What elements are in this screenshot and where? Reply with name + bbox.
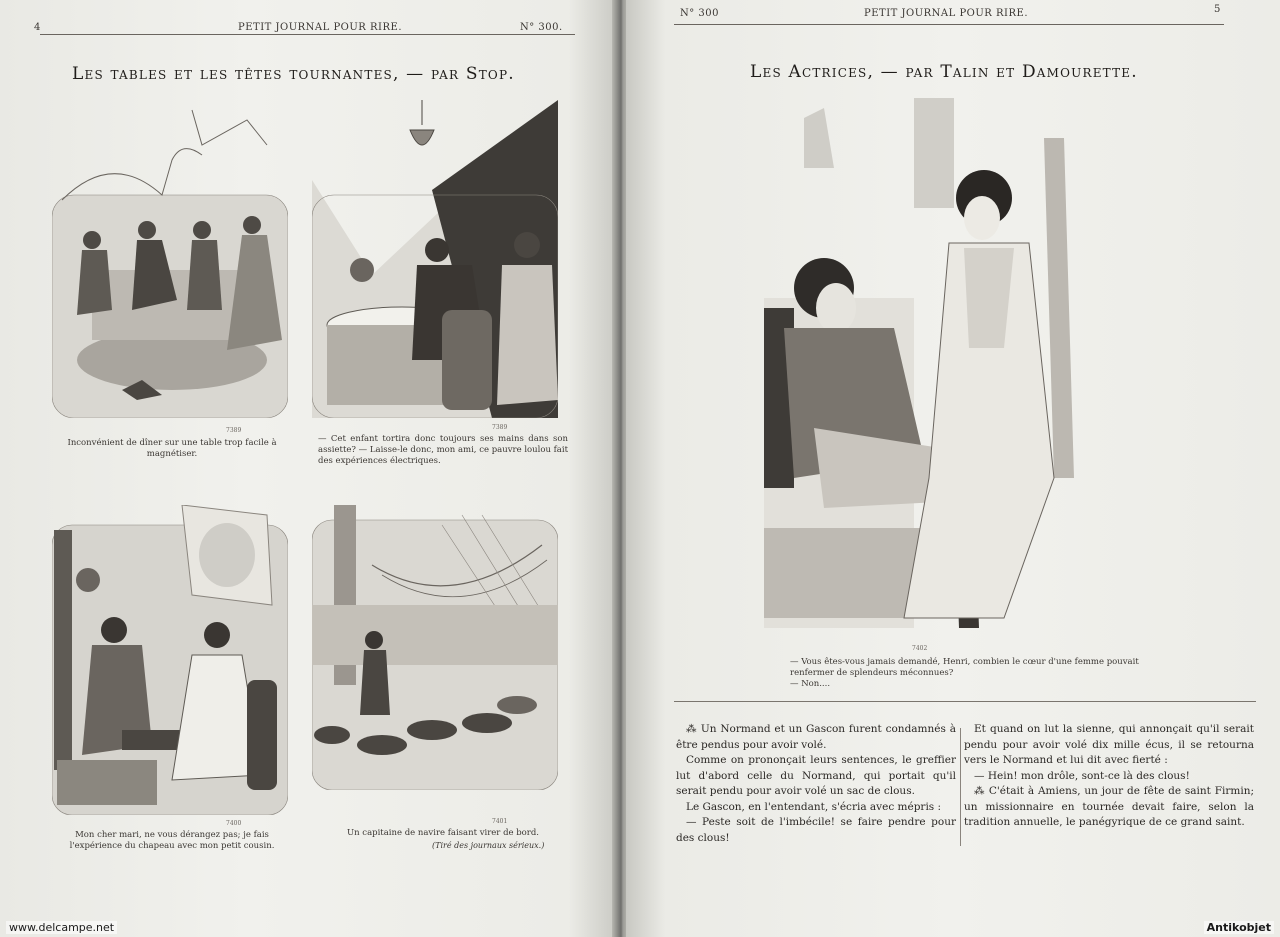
col2-paragraph-3: ⁂ C'était à Amiens, un jour de fête de saint Firmin; un missionnaire en tournée devait faire, selon la tradition annuelle, le panégyrique de ce grand saint. [964,785,1254,828]
caption-panel-4-credit: (Tiré des journaux sérieux.) [432,841,545,850]
right-running-head: PETIT JOURNAL POUR RIRE. [864,8,1029,19]
illustration-dinner-table [52,100,288,418]
col1-paragraph-3: Le Gascon, en l'entendant, s'écria avec mépris : [686,800,942,813]
left-page [0,0,618,937]
fig-number-4: 7401 [492,818,508,825]
illustration-husband-wife [52,505,288,815]
fig-number-1: 7389 [226,427,242,434]
watermark-delcampe: www.delcampe.net [6,921,117,934]
caption-panel-4: Un capitaine de navire faisant virer de bord. [346,828,540,838]
fig-number-2: 7389 [492,424,508,431]
left-running-head: PETIT JOURNAL POUR RIRE. [238,22,403,33]
caption-line-2: renfermer de splendeurs méconnues? [790,668,954,678]
right-header-rule [674,24,1224,25]
watermark-antikobjet: Antikobjet [1204,921,1274,934]
right-page [626,0,1280,937]
illustration-ship-captain [312,505,558,790]
right-issue-number: N° 300 [680,8,720,19]
text-section-rule [674,701,1256,702]
anecdote-column-1 [676,722,956,846]
column-divider [960,728,961,846]
anecdote-column-2 [964,722,1254,831]
left-page-number: 4 [34,22,41,33]
left-title: Les tables et les têtes tournantes, — par Stop. [72,64,515,84]
left-header-rule [40,34,575,35]
col1-paragraph-2: Comme on prononçait leurs sentences, le greffier lut d'abord celle du Normand, qui portait qu'il serait pendu pour avoir volé un sac de clous. [676,754,956,797]
right-title: Les Actrices, — par Talin et Damourette. [750,62,1138,82]
fig-number-3: 7400 [226,820,242,827]
caption-panel-3: Mon cher mari, ne vous dérangez pas; je fais l'expérience du chapeau avec mon petit cousin. [69,830,275,851]
caption-actresses [790,657,1150,690]
col1-paragraph-1: ⁂ Un Normand et un Gascon furent condamnés à être pendus pour avoir volé. [676,723,956,751]
caption-line-3: — Non.... [790,679,831,689]
illustration-family-table [312,100,558,418]
col2-paragraph-1: Et quand on lut la sienne, qui annonçait qu'il serait pendu pour avoir volé dix mille écus, il se retourna vers le Normand et lui dit avec fierté : [964,723,1254,766]
col2-paragraph-2: — Hein! mon drôle, sont-ce là des clous! [974,769,1190,782]
left-issue-number: N° 300. [520,22,563,33]
illustration-actresses [754,98,1154,638]
caption-line-1: — Vous êtes-vous jamais demandé, Henri, combien le cœur d'une femme pouvait [790,657,1139,667]
caption-panel-2: — Cet enfant tortira donc toujours ses mains dans son assiette? — Laisse-le donc, mon ami, ce pauvre loulou fait des expériences électriques. [318,434,568,466]
fig-number-right: 7402 [912,645,928,652]
caption-panel-1: Inconvénient de dîner sur une table trop facile à magnétiser. [67,438,277,459]
col1-paragraph-4: — Peste soit de l'imbécile! se faire pendre pour des clous! [676,816,956,844]
right-page-number: 5 [1214,4,1221,15]
